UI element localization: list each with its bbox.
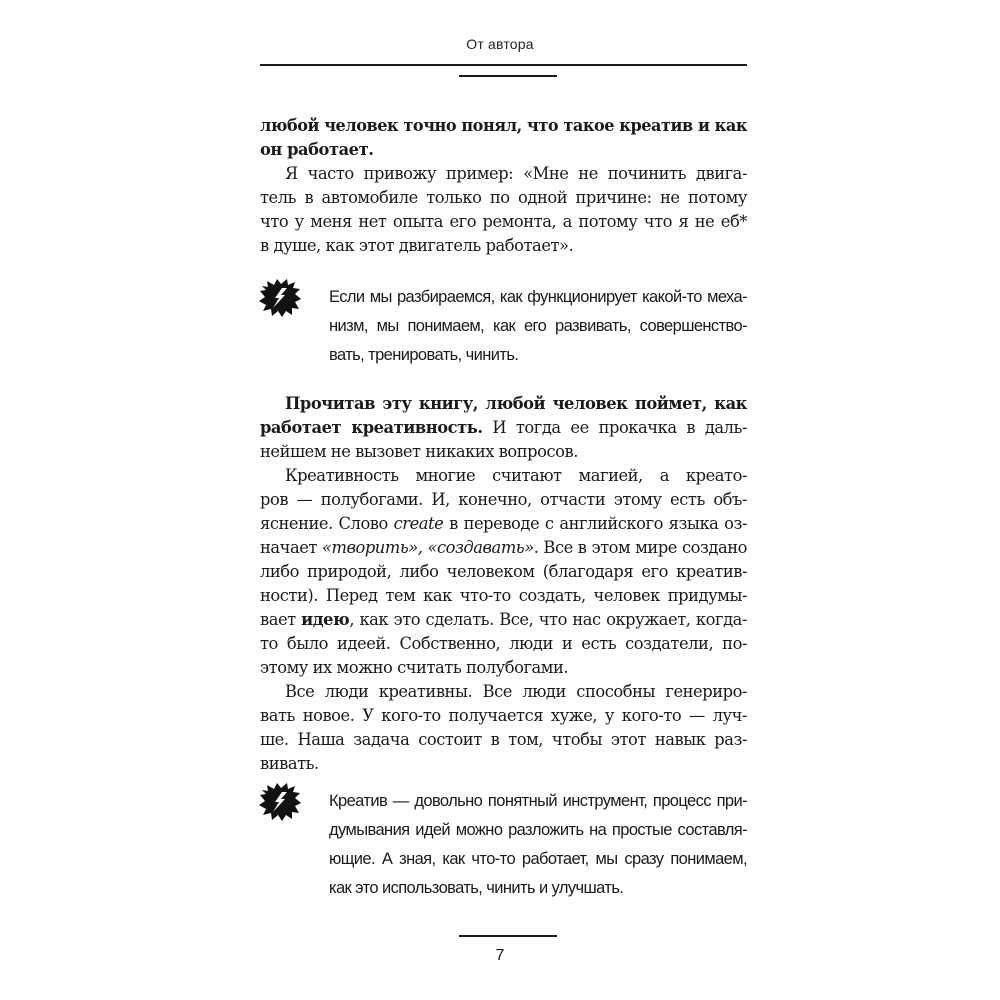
text-line xyxy=(260,416,747,440)
text-line: либо природой, либо человеком (благодаря его креатив- xyxy=(260,562,747,581)
text-line xyxy=(260,536,747,560)
text-span: . Все в этом мире создано xyxy=(533,538,747,557)
text-span: яснение. Слово xyxy=(260,514,394,533)
footer-short-rule xyxy=(459,935,557,937)
text-line xyxy=(260,512,747,536)
italic-phrase: «творить», «создавать» xyxy=(321,538,534,557)
text-line: в душе, как этот двигатель работает». xyxy=(260,236,574,255)
text-line: вать новое. У кого-то получается хуже, у кого-то — луч- xyxy=(260,706,747,725)
text-line: тель в автомобиле только по одной причине: не потому xyxy=(260,188,747,207)
text-span: И тогда ее прокачка в даль- xyxy=(482,418,748,437)
text-line: что у меня нет опыта его ремонта, а потому что я не еб* xyxy=(260,212,747,231)
callout-text-line: низм, мы понимаем, как его развивать, совершенство- xyxy=(329,317,747,335)
lightning-burst-icon xyxy=(258,782,302,822)
text-line: он работает. xyxy=(260,140,374,159)
text-span: , как это сделать. Все, что нас окружает, когда- xyxy=(349,610,747,629)
callout-text-line: Если мы разбираемся, как функционирует какой-то меха- xyxy=(329,288,747,306)
header-short-rule xyxy=(459,75,557,77)
text-line: Я часто привожу пример: «Мне не починить двига- xyxy=(285,164,747,183)
text-line: нейшем не вызовет никаких вопросов. xyxy=(260,442,578,461)
text-line: Все люди креативны. Все люди способны генериро- xyxy=(285,682,747,701)
text-line: любой человек точно понял, что такое креатив и как xyxy=(260,116,747,135)
callout-text-line: Креатив — довольно понятный инструмент, процесс при- xyxy=(329,792,747,810)
text-line: ности). Перед тем как что-то создать, человек придумы- xyxy=(260,586,747,605)
text-line: Креативность многие считают магией, а креато- xyxy=(285,466,747,485)
italic-word: create xyxy=(393,514,444,533)
callout-text-line: ющие. А зная, как что-то работает, мы сразу понимаем, xyxy=(329,850,747,868)
callout-text-line: думывания идей можно разложить на простые составля- xyxy=(329,821,747,839)
text-span: начает xyxy=(260,538,322,557)
lightning-burst-icon xyxy=(258,278,302,318)
text-span: в переводе с английского языка оз- xyxy=(443,514,748,533)
text-line: этому их можно считать полубогами. xyxy=(260,658,569,677)
text-line: то было идеей. Собственно, люди и есть создатели, по- xyxy=(260,634,747,653)
text-line: вивать. xyxy=(260,754,319,773)
bold-phrase: работает креативность. xyxy=(260,418,483,437)
header-rule xyxy=(260,64,747,66)
text-span: вает xyxy=(260,610,302,629)
text-line: Прочитав эту книгу, любой человек поймет, как xyxy=(285,394,747,413)
callout-text-line: как это использовать, чинить и улучшать. xyxy=(329,879,624,897)
bold-word: идею xyxy=(301,610,350,629)
text-line: ров — полубогами. И, конечно, отчасти этому есть объ- xyxy=(260,490,747,509)
page-number: 7 xyxy=(495,947,505,964)
running-header-title: От автора xyxy=(466,36,534,52)
text-line xyxy=(260,608,747,632)
text-line: ше. Наша задача состоит в том, чтобы этот навык раз- xyxy=(260,730,747,749)
callout-text-line: вать, тренировать, чинить. xyxy=(329,346,519,364)
